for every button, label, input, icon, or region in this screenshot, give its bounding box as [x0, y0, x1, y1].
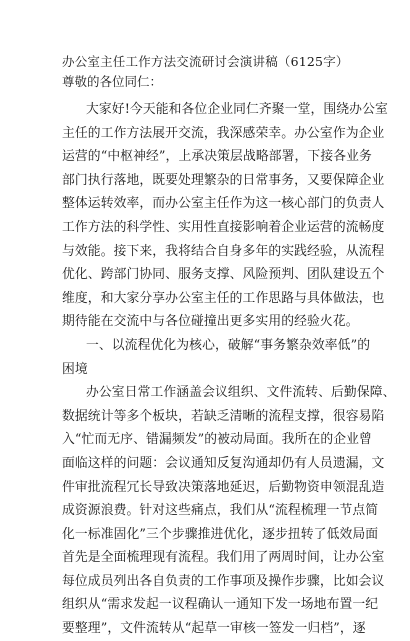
- body-text-line: 大家好!今天能和各位企业同仁齐聚一堂，围绕办公室: [86, 102, 388, 117]
- body-text-line: 数据统计等多个板块，若缺乏清晰的流程支撑，很容易陷: [62, 408, 385, 424]
- body-text-line: 每位成员列出各自负责的工作事项及操作步骤，比如会议: [62, 573, 385, 589]
- document-body: [62, 98, 396, 641]
- body-text-line: 整体运转效率，而办公室主任作为这一核心部门的负责人: [62, 196, 385, 212]
- document-title: 办公室主任工作方法交流研讨会演讲稿（6125字）: [62, 54, 349, 69]
- body-text-line: 成资源浪费。针对这些痛点，我们从“流程梳理一节点简: [62, 503, 379, 519]
- body-text-line: 主任的工作方法展开交流，我深感荣幸。办公室作为企业: [62, 125, 385, 141]
- body-text-line: 困境: [62, 361, 88, 377]
- body-text-line: 部门执行落地，既要处理繁杂的日常事务，又要保障企业: [62, 172, 385, 188]
- body-text-line: 一、以流程优化为核心，破解“事务繁杂效率低”的: [86, 337, 371, 353]
- body-text-line: 期待能在交流中与各位碰撞出更多实用的经验火花。: [62, 314, 359, 330]
- body-text-line: 运营的“中枢神经”，上承决策层战略部署，下接各业务: [62, 149, 372, 165]
- body-text-line: 办公室日常工作涵盖会议组织、文件流转、后勤保障、: [86, 385, 396, 401]
- salutation: 尊敬的各位同仁：: [62, 74, 163, 89]
- body-text-line: 面临这样的问题：会议通知反复沟通却仍有人员遗漏，文: [62, 455, 385, 471]
- body-text-line: 件审批流程冗长导致决策落地延迟，后勤物资申领混乱造: [62, 479, 385, 495]
- body-text-line: 首先是全面梳理现有流程。我们用了两周时间，让办公室: [62, 550, 385, 566]
- body-text-line: 要整理”，文件流转从“起草一审核一签发一归档”，逐: [62, 621, 366, 637]
- body-text-line: 工作方法的科学性、实用性直接影响着企业运营的流畅度: [62, 219, 385, 235]
- body-text-line: 组织从“需求发起一议程确认一通知下发一场地布置一纪: [62, 597, 379, 613]
- body-text-line: 维度，和大家分享办公室主任的工作思路与具体做法，也: [62, 290, 385, 306]
- body-text-line: 与效能。接下来，我将结合自身多年的实践经验，从流程: [62, 243, 385, 259]
- body-text-line: 入“忙而无序、错漏频发”的被动局面。我所在的企业曾: [62, 432, 372, 448]
- body-text-line: 优化、跨部门协同、服务支撑、风险预判、团队建设五个: [62, 267, 385, 283]
- body-text-line: 化一标准固化”三个步骤推进优化，逐步扭转了低效局面: [62, 526, 379, 542]
